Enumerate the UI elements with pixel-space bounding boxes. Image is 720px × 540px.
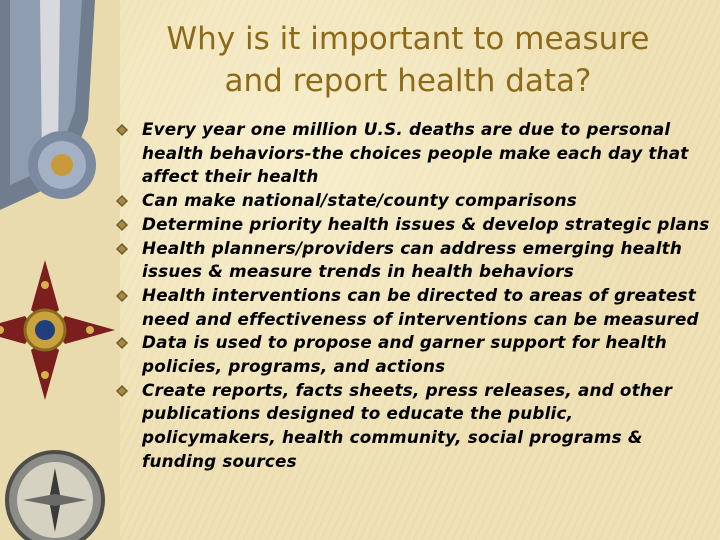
list-item [112, 331, 712, 378]
bullet-list [112, 118, 712, 474]
diamond-bullet-icon [116, 243, 128, 255]
diamond-bullet-icon [116, 124, 128, 136]
list-item [112, 213, 712, 237]
diamond-bullet-icon [116, 195, 128, 207]
medal-cross-compass-icon [0, 0, 120, 540]
bullet-text: Health planners/providers can address emerging health issues & measure trends in health behaviors [142, 237, 683, 282]
diamond-bullet-icon [116, 219, 128, 231]
diamond-bullet-icon [116, 290, 128, 302]
diamond-bullet-icon [116, 385, 128, 397]
bullet-text: Health interventions can be directed to areas of greatest need and effectiveness of interventions can be measured [142, 284, 699, 329]
diamond-bullet-icon [116, 337, 128, 349]
list-item [112, 237, 712, 284]
list-item [112, 118, 712, 189]
title-line-1: Why is it important to measure [166, 21, 650, 57]
bullet-text: Determine priority health issues & develop strategic plans [142, 213, 710, 234]
list-item [112, 379, 712, 474]
bullet-text: Data is used to propose and garner support for health policies, programs, and actions [142, 332, 667, 377]
title-line-2: and report health data? [224, 63, 592, 99]
list-item [112, 284, 712, 331]
slide-title [128, 18, 688, 102]
list-item [112, 189, 712, 213]
bullet-text: Create reports, facts sheets, press releases, and other publications designed to educate the public, policymakers, health community, social programs & funding sources [142, 379, 673, 471]
bullet-text: Can make national/state/county comparisons [142, 190, 577, 211]
bullet-text: Every year one million U.S. deaths are due to personal health behaviors-the choices people make each day that affect their health [142, 119, 689, 187]
